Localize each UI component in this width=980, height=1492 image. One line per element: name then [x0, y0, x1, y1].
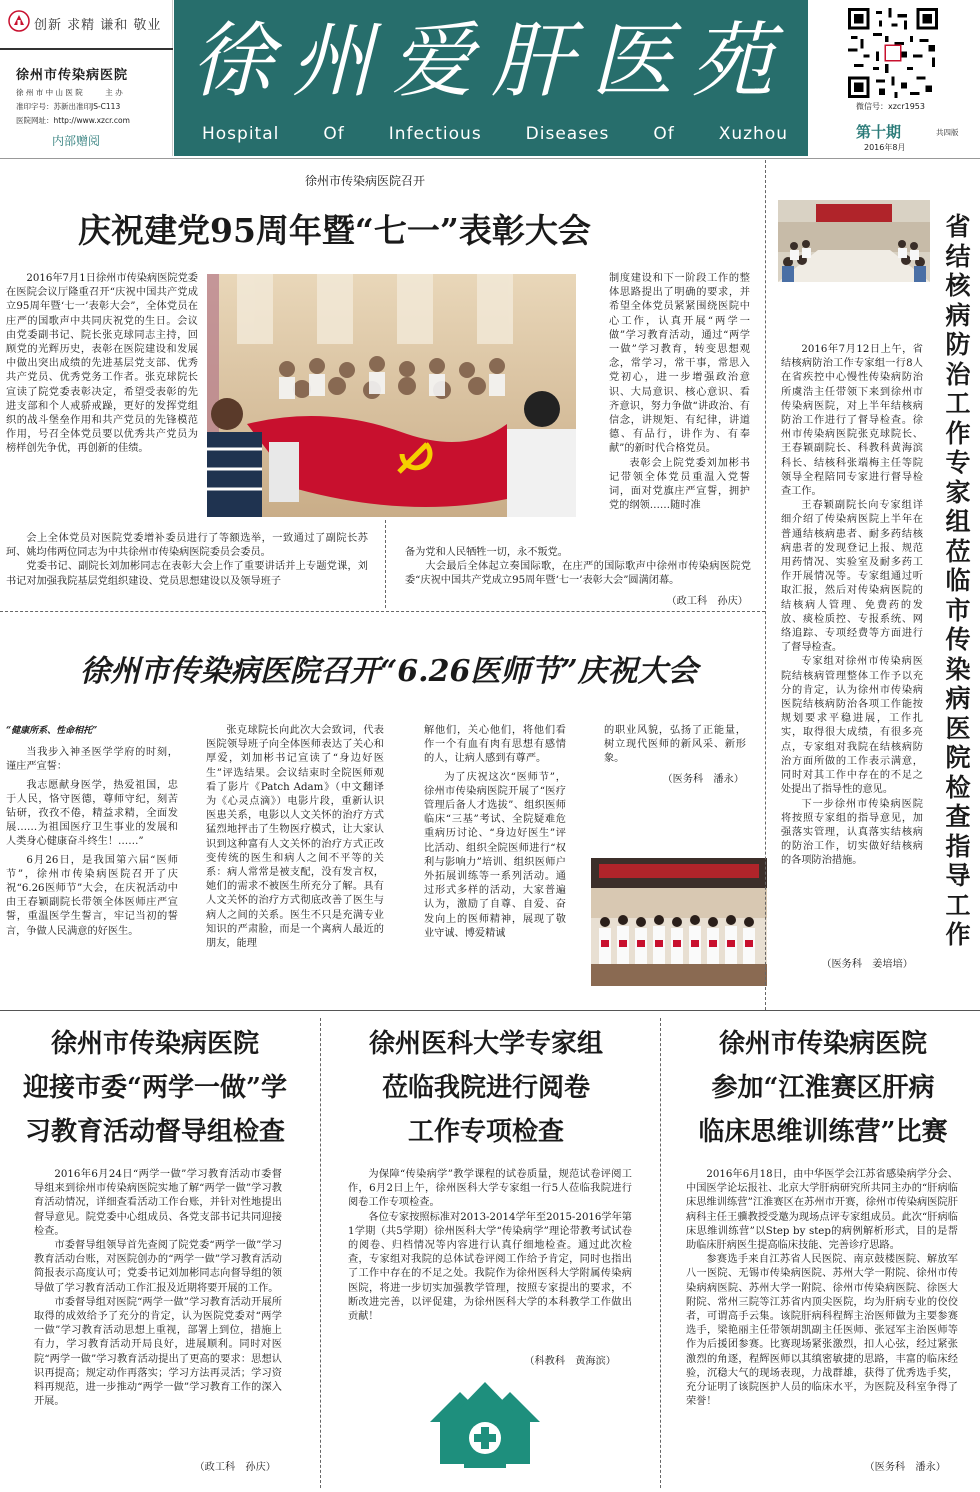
article2-photo — [591, 858, 767, 986]
headline-line: 徐州市传染病医院 — [50, 1029, 259, 1059]
bottom-article3-paragraph: 参赛选手来自江苏省人民医院、南京鼓楼医院、解放军八一医院、无锡市传染病医院、苏州大学一附院、徐州市传染病病医院、苏州大学一附院、徐州市传染病医院、徐医大附院、常州三院等江苏省内顶尖医院，均为肝病专业的佼佼者，可谓高手云集。该院肝病科程辉主治医师做为主要参赛选手，梁艳丽主任带领胡凯副主任医师、张冠军主治医师等作为后援团参赛。比赛现场紧张激烈，扣人心弦，经过紧张激烈的角逐，程辉医师以其缜密敏捷的思路，丰富的临床经验，沉稳大气的现场表现，力战群雄，获得了优秀选手奖，充分证明了该院医护人员的临床水平，为医院及科室争得了荣誉！ — [686, 1254, 958, 1408]
bottom-article1-byline: （政工科 孙庆） — [194, 1462, 276, 1473]
sidebar-vertical-headline: 省结核病防治工作专家组莅临市传染病医院检查指导工作 — [945, 212, 971, 949]
article2-byline: （医务科 潘永） — [662, 774, 744, 785]
article1-column-3 — [609, 272, 750, 513]
masthead-banner — [174, 0, 808, 156]
article1-column-1 — [6, 272, 198, 457]
headline-line: 临床思维训练营”比赛 — [698, 1117, 948, 1147]
title-en-word: Of — [323, 124, 345, 144]
article2-column-1 — [6, 724, 178, 939]
bottom-article2-headline — [336, 1022, 636, 1154]
sidebar-column — [781, 343, 923, 869]
title-en-word: Xuzhou — [718, 124, 788, 144]
sidebar-byline: （医务科 姜培培） — [821, 959, 913, 970]
newspaper-title-english — [202, 124, 788, 144]
sidebar-paragraph: 下一步徐州市传染病医院将按照专家组的指导意见，加强落实管理，认真落实结核病的防治工作，切实做好结核病的各项防治措施。 — [781, 798, 923, 867]
masthead-left-panel — [0, 0, 173, 156]
bottom-section-rule — [0, 1010, 980, 1011]
issue-page-count: 共四版 — [936, 128, 959, 137]
article1-headline: 庆祝建党95周年暨“七一”表彰大会 — [78, 211, 591, 250]
party-ceremony-photo-icon — [207, 274, 576, 517]
meeting-photo-icon — [778, 200, 930, 282]
sidebar-paragraph: 专家组对徐州市传染病医院结核病管理整体工作予以充分的肯定，认为徐州市传染病医院结核病防治各项工作能按规划要求平稳进展，工作扎实，取得很大成绩，有很多亮点，专家组对我院在结核病防治方面所做的工作表示满意，同时对其工作中存在的不足之处提出了指导性的意见。 — [781, 656, 923, 796]
article1-photo — [207, 274, 576, 517]
article2-column-2 — [206, 724, 384, 951]
article2-paragraph: 我志愿献身医学，热爱祖国，忠于人民，恪守医德，尊师守纪，刻苦钻研，孜孜不倦，精益求精，全面发展……为祖国医疗卫生事业的发展和人类身心健康奋斗终生！……” — [6, 779, 178, 848]
hospital-motto: 创新 求精 谦和 敬业 — [34, 18, 162, 33]
website-line: 医院网址：http://www.xzcr.com — [16, 116, 130, 125]
bottom-article2-paragraph: 为保障“传染病学”教学课程的试卷质量，规范试卷评阅工作，6月2日上午，徐州医科大学专家组一行5人莅临我院进行阅卷工作专项检查。 — [348, 1169, 632, 1209]
masthead-right-panel — [808, 0, 980, 156]
article2-paragraph: 当我步入神圣医学学府的时刻，谨庄严宣誓： — [6, 747, 178, 773]
title-en-word: Infectious — [388, 124, 482, 144]
bottom-article2-body — [348, 1168, 632, 1324]
hospital-emblem-icon — [422, 1378, 548, 1473]
article1-kicker: 徐州市传染病医院召开 — [305, 174, 426, 188]
wechat-id: 微信号：xzcr1953 — [856, 102, 925, 111]
article2-paragraph: 的职业风貌，弘扬了正能量，树立现代医师的新风采、新形象。 — [604, 725, 746, 765]
issue-number: 第十期 — [856, 123, 902, 141]
qr-code-icon — [848, 8, 938, 98]
bottom-article1-headline — [6, 1022, 304, 1154]
headline-line: 莅临我院进行阅卷 — [381, 1073, 590, 1103]
title-en-word: Diseases — [525, 124, 610, 144]
article1-paragraph: 2016年7月1日徐州市传染病医院党委在医院会议厅隆重召开“庆祝中国共产党成立95周年暨‘七一’表彰大会”，全体党员在庄严的国歌声中共同庆祝党的生日。会议由党委副书记、院长张克球同志主持，回顾党的光辉历史，表彰在医院建设和发展中做出突出成绩的先进基层党支部、优秀共产党员、优秀党务工作者。张克球院长宣读了院党委表彰决定，希望受表彰的先进支部和个人戒骄戒躁，更好的发挥党组织的战斗堡垒作用和共产党员的先锋模范作用，号召全体党员要以优秀共产党员为榜样创先争优，再创新的佳绩。 — [6, 273, 198, 455]
article1-paragraph: 备为党和人民牺牲一切，永不叛党。 — [405, 547, 568, 558]
article1-byline: （政工科 孙庆） — [666, 596, 748, 607]
column-divider — [320, 1018, 321, 1488]
bottom-article1-paragraph: 市委督导组对医院“两学一做”学习教育活动开展所取得的成效给予了充分的肯定，认为医院党委对“两学一做”学习教育活动思想上重视，部署上到位，措施上有力，学习教育活动开局良好，进展顺利。同时对医院“两学一做”学习教育活动提出了更高的要求：思想认识再提高；规定动作再落实；学习方法再灵活；学习资料再规范，进一步推动“两学一做”学习教育工作的深入开展。 — [34, 1296, 282, 1408]
column-divider — [660, 1018, 661, 1488]
issue-date: 2016年8月 — [864, 143, 906, 152]
headline-line: 徐州市传染病医院 — [718, 1029, 927, 1059]
article1-column-1-wide — [6, 532, 368, 589]
article2-paragraph: 为了庆祝这次“医师节”，徐州市传染病医院开展了“医疗管理后备人才选拔”、组织医师临床“三基”考试、全院疑难危重病历讨论、“身边好医生”评比活动、组织全院医师进行“权利与影响力”培训、组织医师户外拓展训练等一系列活动。通过形式多样的活动，大家普遍认为，激励了自尊、自爱、奋发向上的医师精神，展现了敬业守诚、博爱精诚 — [424, 771, 566, 939]
newspaper-title: 徐州爱肝医苑 — [191, 14, 791, 109]
article2-paragraph: 张克球院长向此次大会致词，代表医院领导班子向全体医师表达了关心和厚爱，刘加彬书记宣读了“身边好医生”评选结果。会议结束时全院医师观看了影片《Patch Adam》（中文翻译为《心灵点滴》）电影片段，重新认识医患关系，电影以人文关怀的治疗方式猛烈地抨击了生物医疗模式，让大家认识到这种富有人文关怀的治疗方式正改变传统的医生和病人之间不平等的关系：病人常常是被支配，没有发言权，她们的需求不被医生所充分了解。具有人文关怀的治疗方式彻底改善了医生与病人之间的关系。医生不只是充满专业知识的严肃脸，而是一个离病人最近的朋友，能理 — [206, 725, 384, 950]
column-divider — [385, 520, 386, 608]
oath-quote: “健康所系、性命相托” — [6, 726, 98, 736]
article1-paragraph: 大会最后全体起立奏国际歌，在庄严的国际歌声中徐州市传染病医院党委“庆祝中国共产党成立95周年暨‘七一’表彰大会”圆满闭幕。 — [405, 561, 751, 587]
headline-line: 参加“江淮赛区肝病 — [711, 1073, 935, 1103]
sidebar-divider — [765, 160, 766, 1010]
sidebar-paragraph: 2016年7月12日上午，省结核病防治工作专家组一行8人在省疾控中心慢性传染病防治所虞浩主任带领下来到徐州市传染病医院，对上半年结核病防治工作进行了督导检查。徐州市传染病医院张克球院长、王春颖副院长、科教科黄海滨科长、结核科张端梅主任等院领导全程陪同专家进行督导检查工作。 — [781, 344, 923, 498]
hospital-logo-icon — [8, 10, 30, 32]
motto-divider — [0, 48, 173, 50]
bottom-article2-byline: （科教科 黄海滨） — [524, 1356, 616, 1367]
article2-paragraph: 6月26日，是我国第六届“医师节”，徐州市传染病医院召开了庆祝“6.26医师节”大会，在庆祝活动中由王春颖副院长带领全体医师庄严宣誓，重温医学生誓言，牢记当初的誓言，争做人民满意的好医生。 — [6, 854, 178, 937]
sidebar-paragraph: 王春颖副院长向专家组详细介绍了传染病医院上半年在普通结核病患者、耐多药结核病患者的发现登记上报、规范用药情况、实验室及耐多药工作开展情况等。专家组通过听取汇报，然后对传染病医院的结核病人管理、免费药的发放、痰检质控、专报系统、网络追踪、专项经费等方面进行了督导检查。 — [781, 500, 923, 654]
masthead-rule — [0, 158, 980, 159]
article2-headline: 徐州市传染病医院召开“6.26医师节”庆祝大会 — [80, 654, 698, 689]
internal-distribution-label: 内部赠阅 — [52, 134, 101, 148]
article2-column-4 — [604, 724, 746, 767]
article1-paragraph: 制度建设和下一阶段工作的整体思路提出了明确的要求，并希望全体党员紧紧围绕医院中心工作，认真开展“两学一做”学习教育活动，通过“两学一做”学习教育，转变思想观念，常学习，常干事，常思入党初心，进一步增强政治意识、大局意识、核心意识、看齐意识，努力争做“讲政治、有信念，讲规矩、有纪律，讲道德、有品行，讲作为、有奉献”的新时代合格党员。 — [609, 273, 750, 455]
headline-line: 迎接市委“两学一做”学 — [23, 1073, 287, 1103]
section-divider — [0, 611, 765, 612]
article2-column-3 — [424, 724, 566, 941]
bottom-article1-paragraph: 2016年6月24日“两学一做”学习教育活动市委督导组来到徐州市传染病医院实地了解“两学一做”学习教育活动情况，详细查看活动工作台账，并针对性地提出督导意见。院党委中心组成员、各党支部书记共同迎接检查。 — [34, 1169, 282, 1237]
headline-line: 徐州医科大学专家组 — [368, 1029, 603, 1059]
bottom-article3-byline: （医务科 潘永） — [864, 1462, 946, 1473]
article1-bottom — [405, 546, 751, 589]
bottom-article3-body — [686, 1168, 958, 1409]
bottom-article3-paragraph: 2016年6月18日，由中华医学会江苏省感染病学分会、中国医学论坛报社、北京大学肝病研究所共同主办的“肝病临床思维训练营”江淮赛区在苏州市开赛，徐州市传染病医院肝病科主任王骥教授受邀为现场点评专家组成员。此次“肝病临床思维训练营”以Step by step的病例解析形式，目的是帮助临床肝病医生提高临床技能、完善诊疗思路。 — [686, 1169, 958, 1252]
title-en-word: Hospital — [202, 124, 280, 144]
article1-paragraph: 表彰会上院党委刘加彬书记带领全体党员重温入党誓词，面对党旗庄严宣誓，拥护党的纲领……随时准 — [609, 457, 750, 512]
bottom-article2-paragraph: 各位专家按照标准对2013-2014学年至2015-2016学年第1学期（共5学期）徐州医科大学“传染病学”理论带教考试试卷的阅卷、归档情况等内容进行认真仔细地检查。通过此次检查，专家组对我院的总体试卷评阅工作给予肯定，同时也指出了工作中存在的不足之处。我院作为徐州医科大学附属传染病医院，将进一步切实加强教学管理，按照专家提出的要求，不断改进完善，以评促建，为徐州医科大学的本科教学工作做出贡献！ — [348, 1211, 632, 1323]
bottom-article1-body — [34, 1168, 282, 1409]
headline-line: 工作专项检查 — [407, 1117, 564, 1147]
bottom-article1-paragraph: 市委督导组领导首先查阅了院党委“两学一做”学习教育活动台账，对医院创办的“两学一做”学习教育活动简报表示高度认可；党委书记刘加彬同志向督导组的领导做了学习教育活动工作汇报及近期将要开展的工作。 — [34, 1240, 282, 1294]
publisher-name: 徐州市传染病医院 — [16, 68, 129, 83]
article1-paragraph: 会上全体党员对医院党委增补委员进行了等额选举，一致通过了副院长苏珂、姚均伟两位同志为中共徐州市传染病医院委员会委员。 — [6, 533, 368, 559]
article1-paragraph: 党委书记、副院长刘加彬同志在表彰大会上作了重要讲话并上专题党课，刘书记对加强我院基层党组织建设、党员思想建设以及领导班子 — [6, 561, 368, 587]
sidebar-photo — [778, 200, 930, 282]
bottom-article3-headline — [672, 1022, 974, 1154]
doctors-group-photo-icon — [591, 858, 767, 986]
organizer-line: 徐 州 市 中 山 医 院 主 办 — [16, 88, 123, 97]
headline-line: 习教育活动督导组检查 — [24, 1117, 285, 1147]
permit-number: 准印字号：苏新出准印JS-C113 — [16, 102, 121, 111]
article2-paragraph: 解他们，关心他们，将他们看作一个有血有肉有思想有感情的人，让病人感到有尊严。 — [424, 725, 566, 765]
title-en-word: Of — [653, 124, 675, 144]
